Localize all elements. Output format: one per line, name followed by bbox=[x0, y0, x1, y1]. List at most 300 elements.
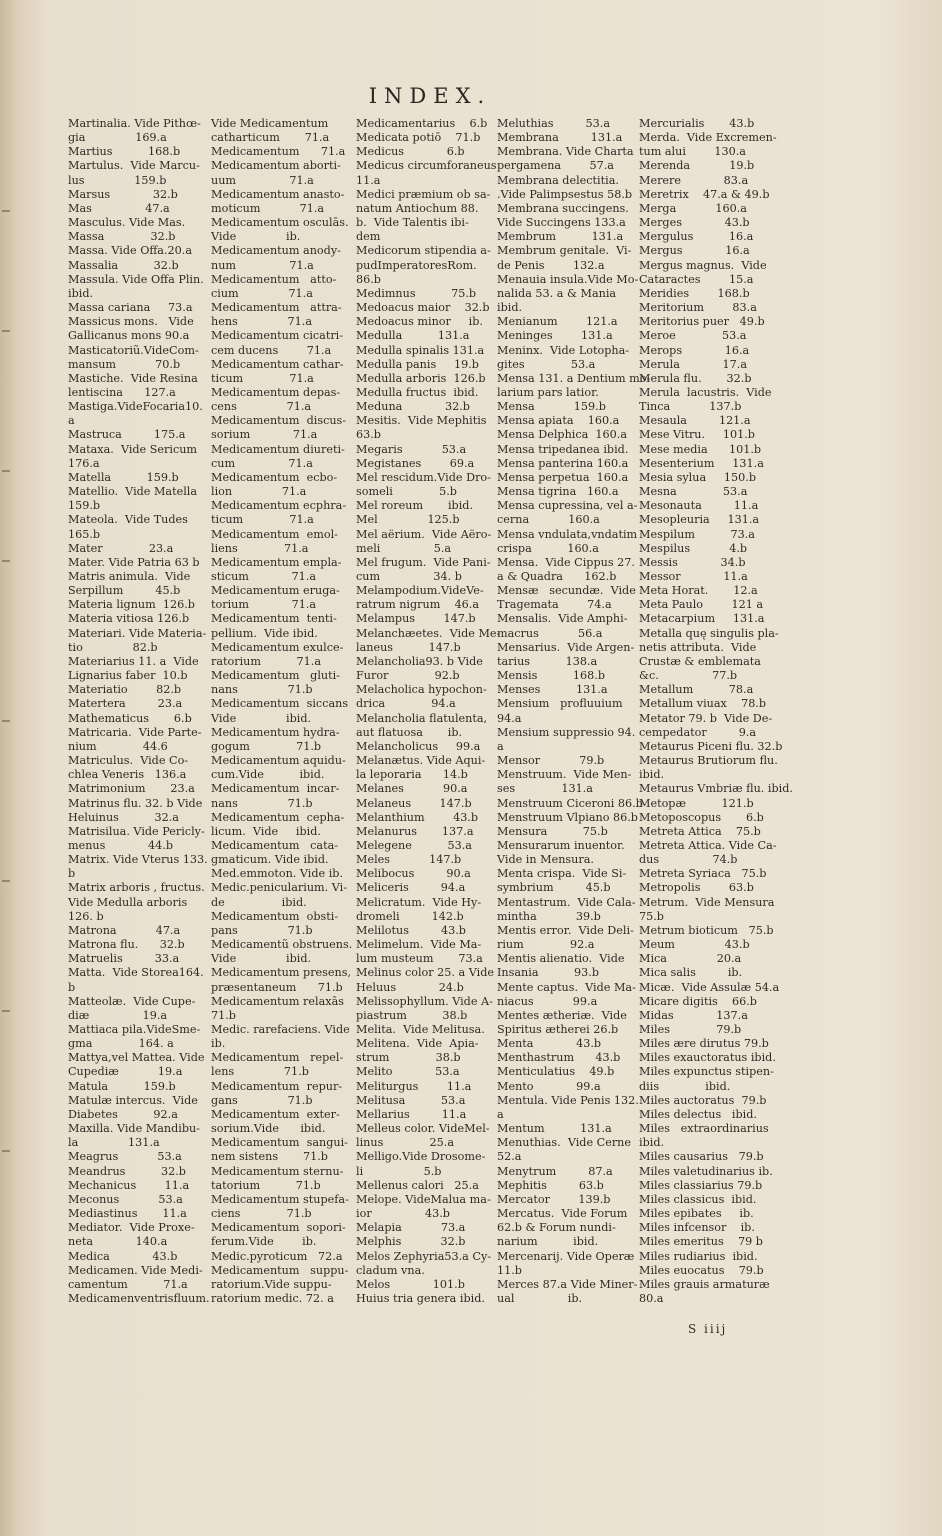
signature-mark: S iiij bbox=[688, 1322, 728, 1336]
index-entry: Medicamentum ecphra- bbox=[211, 499, 347, 513]
index-entry: Medicamentum repur- bbox=[211, 1079, 343, 1093]
index-entry: Martinalia. Vide Pithœ- bbox=[68, 117, 201, 130]
index-entry: Medicamentum atto- bbox=[211, 272, 337, 286]
index-entry: Metallum viuax 78.b bbox=[639, 697, 767, 711]
index-entry: Furor 92.b bbox=[356, 669, 460, 683]
index-entry: Melanurus 137.a bbox=[356, 824, 474, 838]
index-entry: Vide ib. bbox=[211, 230, 301, 244]
index-entry: Miles expunctus stipen- bbox=[639, 1065, 774, 1079]
index-entry: Mastiche. Vide Resina bbox=[68, 371, 198, 385]
binding-gutter bbox=[0, 0, 14, 1536]
index-entry: nans 71.b bbox=[211, 683, 313, 697]
index-entry: Medulla 131.a bbox=[356, 329, 470, 343]
index-entry: ibid. bbox=[68, 286, 94, 300]
index-entry: Mesia sylua 150.b bbox=[639, 470, 756, 484]
index-entry: sorium.Vide ibid. bbox=[211, 1122, 326, 1136]
index-entry: cum.Vide ibid. bbox=[211, 768, 325, 782]
index-entry: Miles rudiarius ibid. bbox=[639, 1249, 758, 1263]
index-entry: Mica salis ib. bbox=[639, 966, 743, 980]
index-entry: 71.b bbox=[211, 1008, 236, 1022]
index-entry: dus 74.b bbox=[639, 853, 738, 867]
index-entry: Matteolæ. Vide Cupe- bbox=[68, 994, 196, 1008]
index-entry: Medicamentum gluti- bbox=[211, 669, 340, 683]
index-entry: Medicamentum emol- bbox=[211, 527, 338, 541]
index-entry: de ibid. bbox=[211, 895, 307, 909]
index-entry: cum 34. b bbox=[356, 570, 462, 583]
index-entry: Martius 168.b bbox=[68, 145, 181, 159]
index-entry: Menstruum. Vide Men- bbox=[497, 768, 632, 782]
index-entry: Medoacus maior 32.b bbox=[356, 301, 490, 315]
index-entry: Medicamentum relaxās bbox=[211, 994, 344, 1008]
index-entry: Miles classicus ibid. bbox=[639, 1192, 757, 1206]
index-entry: Crustæ & emblemata bbox=[639, 654, 761, 668]
index-entry: Mensalis. Vide Amphi- bbox=[497, 612, 628, 626]
index-entry: Melligo.Vide Drosome- bbox=[356, 1150, 486, 1164]
index-entry: Medulla spinalis 131.a bbox=[356, 343, 485, 357]
index-entry: Menytrum 87.a bbox=[497, 1164, 613, 1178]
index-entry: dromeli 142.b bbox=[356, 909, 464, 923]
index-entry: cens 71.a bbox=[211, 400, 312, 414]
index-entry: Mercenarij. Vide Operæ bbox=[497, 1249, 635, 1263]
index-entry: Medici præmium ob sa- bbox=[356, 187, 491, 201]
index-entry: 52.a bbox=[497, 1150, 522, 1164]
index-entry: Membrana delectitia. bbox=[497, 173, 619, 187]
index-entry: Meduna 32.b bbox=[356, 400, 470, 414]
index-entry: Menta 43.b bbox=[497, 1037, 602, 1051]
index-entry: gites 53.a bbox=[497, 357, 596, 371]
index-entry: pergamena 57.a bbox=[497, 159, 614, 173]
index-entry: Medicamentũ obstruens. bbox=[211, 938, 353, 952]
index-entry: Tinca 137.b bbox=[639, 400, 742, 414]
index-entry: Mentastrum. Vide Cala- bbox=[497, 895, 636, 909]
index-entry: Membrum genitale. Vi- bbox=[497, 244, 632, 258]
index-entry: liens 71.a bbox=[211, 541, 309, 555]
index-entry: nium 44.6 bbox=[68, 739, 168, 753]
index-entry: ibid. bbox=[639, 768, 665, 782]
index-entry: Melanchæetes. Vide Me- bbox=[356, 626, 501, 640]
index-entry: Meta Paulo 121 a bbox=[639, 598, 764, 612]
index-entry: Materia lignum 126.b bbox=[68, 598, 195, 612]
index-entry: hens 71.a bbox=[211, 315, 313, 329]
index-entry: Melaneus 147.b bbox=[356, 796, 472, 810]
index-entry: Medic.pyroticum 72.a bbox=[211, 1249, 343, 1263]
index-entry: 94.a bbox=[497, 711, 522, 725]
index-entry: Metreta Attica. Vide Ca- bbox=[639, 838, 777, 852]
index-entry: crispa 160.a bbox=[497, 541, 599, 555]
index-entry: Melitusa 53.a bbox=[356, 1093, 466, 1107]
index-column-1 bbox=[68, 117, 210, 1306]
index-entry: &c. 77.b bbox=[639, 669, 738, 683]
index-entry: gma 164. a bbox=[68, 1037, 174, 1051]
index-entry: Merga 160.a bbox=[639, 201, 747, 215]
index-entry: Melope. VideMalua ma- bbox=[356, 1192, 491, 1206]
index-entry: Matertera 23.a bbox=[68, 697, 183, 711]
index-entry: Mentis alienatio. Vide bbox=[497, 952, 625, 966]
index-entry: Mensa. Vide Cippus 27. bbox=[497, 555, 635, 569]
index-entry: Melissophyllum. Vide A- bbox=[356, 994, 493, 1008]
index-entry: macrus 56.a bbox=[497, 626, 603, 640]
index-entry: Mellarius 11.a bbox=[356, 1107, 467, 1121]
index-entry: Meritorium 83.a bbox=[639, 301, 757, 315]
index-entry: strum 38.b bbox=[356, 1051, 461, 1065]
index-entry: Mese Vitru. 101.b bbox=[639, 428, 755, 442]
index-entry: 80.a bbox=[639, 1291, 664, 1305]
index-entry: Maxilla. Vide Mandibu- bbox=[68, 1122, 200, 1136]
index-entry: Mechanicus 11.a bbox=[68, 1178, 190, 1192]
index-entry: Medicamentum cicatri- bbox=[211, 329, 344, 343]
index-entry: Medicamenventrisfluum. bbox=[68, 1291, 210, 1305]
index-entry: moticum 71.a bbox=[211, 201, 325, 215]
index-entry: Matrix. Vide Vterus 133. bbox=[68, 853, 208, 867]
index-entry: 62.b & Forum nundi- bbox=[497, 1221, 616, 1235]
index-entry: Merces 87.a Vide Miner- bbox=[497, 1277, 638, 1291]
index-entry: Messis 34.b bbox=[639, 555, 746, 569]
index-entry: Melibocus 90.a bbox=[356, 867, 471, 881]
index-entry: Menstruum Ciceroni 86.b bbox=[497, 796, 643, 810]
index-entry: Menta crispa. Vide Si- bbox=[497, 867, 627, 881]
index-entry: piastrum 38.b bbox=[356, 1008, 468, 1022]
index-entry: Miles causarius 79.b bbox=[639, 1150, 764, 1164]
index-entry: Merenda 19.b bbox=[639, 159, 755, 173]
index-entry: Meliturgus 11.a bbox=[356, 1079, 472, 1093]
index-entry: Mica 20.a bbox=[639, 952, 742, 966]
index-entry: narium ibid. bbox=[497, 1235, 599, 1249]
index-entry: niacus 99.a bbox=[497, 994, 598, 1008]
index-entry: ticum 71.a bbox=[211, 513, 314, 527]
index-entry: ratorium.Vide suppu- bbox=[211, 1277, 332, 1291]
index-entry: linus 25.a bbox=[356, 1136, 454, 1150]
index-entry: Matruelis 33.a bbox=[68, 952, 180, 966]
index-entry: Meninges 131.a bbox=[497, 329, 613, 343]
index-entry: Miles grauis armaturæ bbox=[639, 1277, 770, 1291]
index-entry: Melanes 90.a bbox=[356, 782, 468, 796]
index-entry: Vide in Mensura. bbox=[497, 853, 594, 867]
index-entry: cempedator 9.a bbox=[639, 725, 757, 739]
index-entry: Medicamentum aborti- bbox=[211, 159, 341, 173]
index-entry: Mattiaca pila.VideSme- bbox=[68, 1023, 201, 1036]
index-entry: Lignarius faber 10.b bbox=[68, 669, 188, 683]
index-entry: netis attributa. Vide bbox=[639, 640, 757, 654]
index-entry: ciens 71.b bbox=[211, 1207, 312, 1221]
index-entry: symbrium 45.b bbox=[497, 881, 611, 895]
index-entry: Huius tria genera ibid. bbox=[356, 1291, 485, 1305]
index-entry: laneus 147.b bbox=[356, 640, 461, 654]
index-entry: Meretrix 47.a & 49.b bbox=[639, 187, 770, 201]
index-entry: Megistanes 69.a bbox=[356, 456, 475, 470]
index-entry: Matrix arboris , fructus. bbox=[68, 881, 205, 895]
index-entry: Menianum 121.a bbox=[497, 315, 618, 329]
index-entry: Massalia 32.b bbox=[68, 258, 179, 272]
index-entry: Gallicanus mons 90.a bbox=[68, 329, 190, 343]
index-entry: Materiatio 82.b bbox=[68, 683, 182, 697]
index-entry: Metopæ 121.b bbox=[639, 796, 754, 810]
index-entry: Mensa apiata 160.a bbox=[497, 414, 620, 428]
index-entry: cladum vna. bbox=[356, 1263, 425, 1277]
index-entry: gmaticum. Vide ibid. bbox=[211, 853, 329, 867]
index-entry: Meles 147.b bbox=[356, 853, 462, 867]
index-entry: Meluthias 53.a bbox=[497, 117, 611, 130]
index-entry: ratrum nigrum 46.a bbox=[356, 598, 480, 612]
index-entry: Melinus color 25. a Vide bbox=[356, 966, 494, 980]
index-entry: Miles classiarius 79.b bbox=[639, 1178, 763, 1192]
index-entry: Miles extraordinarius bbox=[639, 1122, 769, 1136]
index-entry: sorium 71.a bbox=[211, 428, 318, 442]
index-entry: Medicamen. Vide Medi- bbox=[68, 1263, 203, 1277]
index-entry: Medicamentum ecbo- bbox=[211, 470, 338, 484]
index-entry: Serpillum 45.b bbox=[68, 584, 181, 598]
index-entry: Miles ære dirutus 79.b bbox=[639, 1037, 769, 1051]
index-entry: Merges 43.b bbox=[639, 216, 750, 230]
index-entry: Medulla fructus ibid. bbox=[356, 385, 479, 399]
index-entry: num 71.a bbox=[211, 258, 314, 272]
index-entry: Metrum bioticum 75.b bbox=[639, 923, 774, 937]
index-entry: Mastruca 175.a bbox=[68, 428, 186, 442]
index-entry: Miles delectus ibid. bbox=[639, 1107, 757, 1121]
index-entry: 63.b bbox=[356, 428, 381, 442]
index-entry: catharticum 71.a bbox=[211, 131, 330, 145]
index-entry: a bbox=[497, 739, 504, 753]
index-entry: Melito 53.a bbox=[356, 1065, 460, 1079]
index-entry: tio 82.b bbox=[68, 640, 158, 654]
index-entry: Mercatus. Vide Forum bbox=[497, 1207, 628, 1221]
index-entry: menus 44.b bbox=[68, 838, 174, 852]
index-entry: 126. b bbox=[68, 909, 104, 923]
index-entry: Medicamentum osculās. bbox=[211, 216, 349, 230]
index-entry: Merula 17.a bbox=[639, 357, 748, 371]
index-entry: Melancholia93. b Vide bbox=[356, 654, 483, 668]
index-entry: Metator 79. b Vide De- bbox=[639, 711, 773, 725]
index-entry: ferum.Vide ib. bbox=[211, 1235, 317, 1249]
index-entry: a bbox=[497, 1107, 504, 1121]
index-entry: Merops 16.a bbox=[639, 343, 750, 357]
index-entry: la leporaria 14.b bbox=[356, 768, 468, 782]
index-entry: Mel frugum. Vide Pani- bbox=[356, 555, 491, 569]
index-column-3 bbox=[356, 117, 501, 1306]
index-entry: Micæ. Vide Assulæ 54.a bbox=[639, 980, 780, 994]
index-entry: tatorium 71.b bbox=[211, 1178, 321, 1192]
index-entry: Matellio. Vide Matella bbox=[68, 485, 198, 499]
index-entry: Materiarius 11. a Vide bbox=[68, 654, 199, 668]
index-entry: ior 43.b bbox=[356, 1207, 450, 1221]
index-entry: larium pars latior. bbox=[497, 385, 599, 399]
index-entry: Mensa cupressina, vel a- bbox=[497, 499, 638, 513]
index-entry: Medicamentum cathar- bbox=[211, 357, 344, 371]
index-entry: Mesenterium 131.a bbox=[639, 456, 764, 470]
page-title: INDEX. bbox=[368, 84, 492, 108]
index-entry: Vide ibid. bbox=[211, 952, 312, 966]
index-entry: Medimnus 75.b bbox=[356, 286, 477, 300]
index-entry: Medicamentum aquidu- bbox=[211, 754, 346, 768]
index-entry: Mel aërium. Vide Aëro- bbox=[356, 527, 492, 541]
index-entry: Melanætus. Vide Aqui- bbox=[356, 754, 486, 768]
index-entry: Mediastinus 11.a bbox=[68, 1207, 187, 1221]
index-entry: Mensa tigrina 160.a bbox=[497, 485, 619, 499]
index-entry: Melapia 73.a bbox=[356, 1221, 466, 1235]
index-entry: Melos Zephyria53.a Cy- bbox=[356, 1249, 492, 1263]
index-entry: Medicamentum stupefa- bbox=[211, 1192, 349, 1206]
index-entry: Medicamentum incar- bbox=[211, 782, 340, 796]
index-entry: Medicamentum anasto- bbox=[211, 187, 345, 201]
index-entry: Matella 159.b bbox=[68, 470, 179, 484]
index-entry: nans 71.b bbox=[211, 796, 313, 810]
index-entry: Meagrus 53.a bbox=[68, 1150, 182, 1164]
index-entry: Mensurarum inuentor. bbox=[497, 838, 625, 852]
index-entry: Melita. Vide Melitusa. bbox=[356, 1023, 485, 1036]
index-entry: Miles infcensor ib. bbox=[639, 1221, 755, 1235]
index-entry: Miles exauctoratus ibid. bbox=[639, 1051, 776, 1065]
index-entry: Meridies 168.b bbox=[639, 286, 750, 300]
index-entry: Medicamentum cata- bbox=[211, 838, 339, 852]
index-entry: Matrimonium 23.a bbox=[68, 782, 195, 796]
index-entry: Medic. rarefaciens. Vide bbox=[211, 1023, 350, 1036]
index-entry: Messor 11.a bbox=[639, 570, 748, 583]
index-entry: Medica 43.b bbox=[68, 1249, 178, 1263]
index-entry: Meta Horat. 12.a bbox=[639, 584, 758, 598]
index-entry: Miles 79.b bbox=[639, 1023, 742, 1036]
index-entry: Vide Medulla arboris bbox=[68, 895, 188, 909]
index-entry: Matris animula. Vide bbox=[68, 570, 191, 583]
index-entry: cem ducens 71.a bbox=[211, 343, 332, 357]
index-entry: Medicus circumforaneus bbox=[356, 159, 497, 173]
index-entry: Matula 159.b bbox=[68, 1079, 176, 1093]
index-entry: Melilotus 43.b bbox=[356, 923, 466, 937]
index-entry: Medicamentum 71.a bbox=[211, 145, 346, 159]
index-entry: Menses 131.a bbox=[497, 683, 608, 697]
index-entry: Menticulatius 49.b bbox=[497, 1065, 615, 1079]
index-entry: Mattya,vel Mattea. Vide bbox=[68, 1051, 205, 1065]
index-entry: Miles valetudinarius ib. bbox=[639, 1164, 773, 1178]
index-entry: Vide Medicamentum bbox=[211, 117, 329, 130]
index-entry: Medicamentum tenti- bbox=[211, 612, 337, 626]
index-entry: Menauia insula.Vide Mo- bbox=[497, 272, 639, 286]
index-entry: gia 169.a bbox=[68, 131, 167, 145]
index-entry: Mentum 131.a bbox=[497, 1122, 612, 1136]
index-entry: neta 140.a bbox=[68, 1235, 168, 1249]
index-entry: Mensa 131. a Dentium mo- bbox=[497, 371, 651, 385]
index-entry: Medicamentum diureti- bbox=[211, 442, 345, 456]
index-entry: Mensa vndulata,vndatim bbox=[497, 527, 638, 541]
index-entry: Merda. Vide Excremen- bbox=[639, 131, 777, 145]
index-entry: ibid. bbox=[497, 301, 523, 315]
index-entry: dem bbox=[356, 230, 381, 244]
index-column-4 bbox=[497, 117, 651, 1306]
index-entry: Masculus. Vide Mas. bbox=[68, 216, 186, 230]
index-entry: Melos 101.b bbox=[356, 1277, 465, 1291]
index-entry: nalida 53. a & Mania bbox=[497, 286, 617, 300]
index-entry: Melegene 53.a bbox=[356, 838, 472, 852]
index-entry: Meninx. Vide Lotopha- bbox=[497, 343, 630, 357]
index-entry: ratorium 71.a bbox=[211, 654, 322, 668]
index-entry: Miles auctoratus 79.b bbox=[639, 1093, 767, 1107]
index-entry: Medicamentum hydra- bbox=[211, 725, 340, 739]
index-entry: Cataractes 15.a bbox=[639, 272, 754, 286]
index-entry: Melphis 32.b bbox=[356, 1235, 466, 1249]
index-entry: 165.b bbox=[68, 527, 101, 541]
index-entry: Menuthias. Vide Cerne bbox=[497, 1136, 631, 1150]
index-entry: drica 94.a bbox=[356, 697, 456, 711]
index-entry: Miles euocatus 79.b bbox=[639, 1263, 764, 1277]
index-column-5 bbox=[639, 117, 793, 1306]
index-entry: chlea Veneris 136.a bbox=[68, 768, 187, 782]
index-entry: Mergulus 16.a bbox=[639, 230, 754, 244]
index-entry: Melanthium 43.b bbox=[356, 810, 479, 824]
index-entry: Medicamentum eruga- bbox=[211, 584, 340, 598]
index-entry: li 5.b bbox=[356, 1164, 442, 1178]
index-entry: Mesonauta 11.a bbox=[639, 499, 759, 513]
index-entry: Medicamentum sternu- bbox=[211, 1164, 344, 1178]
index-entry: Metoposcopus 6.b bbox=[639, 810, 764, 824]
index-entry: Mel rescidum.Vide Dro- bbox=[356, 470, 491, 484]
index-entry: mintha 39.b bbox=[497, 909, 601, 923]
index-entry: Merula flu. 32.b bbox=[639, 371, 752, 385]
index-entry: Mataxa. Vide Sericum bbox=[68, 442, 198, 456]
index-entry: diis ibid. bbox=[639, 1079, 731, 1093]
index-entry: .Vide Palimpsestus 58.b bbox=[497, 187, 633, 201]
index-entry: natum Antiochum 88. bbox=[356, 201, 479, 215]
index-entry: Diabetes 92.a bbox=[68, 1107, 178, 1121]
index-entry: Mento 99.a bbox=[497, 1079, 601, 1093]
index-entry: gans 71.b bbox=[211, 1093, 313, 1107]
index-entry: Metrum. Vide Mensura bbox=[639, 895, 775, 909]
index-entry: cium 71.a bbox=[211, 286, 313, 300]
index-entry: Mensor 79.b bbox=[497, 754, 605, 768]
index-entry: Mensa panterina 160.a bbox=[497, 456, 629, 470]
index-entry: Membrana. Vide Charta bbox=[497, 145, 634, 159]
index-entry: Metaurus Piceni flu. 32.b bbox=[639, 739, 783, 753]
index-entry: Materia vitiosa 126.b bbox=[68, 612, 190, 626]
index-entry: Medicamentum sangui- bbox=[211, 1136, 348, 1150]
index-entry: licum. Vide ibid. bbox=[211, 824, 321, 838]
index-entry: Medicorum stipendia a- bbox=[356, 244, 491, 258]
index-entry: Megaris 53.a bbox=[356, 442, 467, 456]
index-entry: Meliceris 94.a bbox=[356, 881, 466, 895]
index-entry: ual ib. bbox=[497, 1291, 583, 1305]
index-entry: gogum 71.b bbox=[211, 739, 322, 753]
index-entry: mansum 70.b bbox=[68, 357, 181, 371]
index-entry: Mentes ætheriæ. Vide bbox=[497, 1008, 627, 1022]
index-entry: Melicratum. Vide Hy- bbox=[356, 895, 482, 909]
index-entry: tarius 138.a bbox=[497, 654, 598, 668]
index-entry: Mensium suppressio 94. bbox=[497, 725, 636, 739]
index-entry: tum alui 130.a bbox=[639, 145, 746, 159]
index-entry: Medulla arboris 126.b bbox=[356, 371, 486, 385]
index-entry: Matulæ intercus. Vide bbox=[68, 1093, 198, 1107]
index-entry: camentum 71.a bbox=[68, 1277, 188, 1291]
index-entry: nem sistens 71.b bbox=[211, 1150, 328, 1164]
index-entry: Matrona flu. 32.b bbox=[68, 938, 185, 952]
index-entry: ses 131.a bbox=[497, 782, 593, 796]
index-entry: Mensis 168.b bbox=[497, 669, 605, 683]
index-entry: Mel 125.b bbox=[356, 513, 460, 527]
index-entry: aut flatuosa ib. bbox=[356, 725, 463, 739]
index-entry: 159.b bbox=[68, 499, 101, 513]
index-entry: Matrona 47.a bbox=[68, 923, 181, 937]
index-entry: torium 71.a bbox=[211, 598, 317, 612]
index-entry: ticum 71.a bbox=[211, 371, 314, 385]
index-entry: Medoacus minor ib. bbox=[356, 315, 483, 329]
index-entry: Heluinus 32.a bbox=[68, 810, 179, 824]
index-entry: Medic.penicularium. Vi- bbox=[211, 881, 348, 895]
index-entry: Meum 43.b bbox=[639, 938, 750, 952]
index-entry: Medicamentum empla- bbox=[211, 555, 342, 569]
index-entry: Mater 23.a bbox=[68, 541, 174, 555]
index-entry: b bbox=[68, 980, 76, 994]
index-entry: Medicamentum suppu- bbox=[211, 1263, 349, 1277]
index-entry: Matriculus. Vide Co- bbox=[68, 754, 189, 768]
index-entry: Medicamentum discus- bbox=[211, 414, 347, 428]
index-entry: Midas 137.a bbox=[639, 1008, 748, 1022]
index-entry: a & Quadra 162.b bbox=[497, 570, 617, 583]
